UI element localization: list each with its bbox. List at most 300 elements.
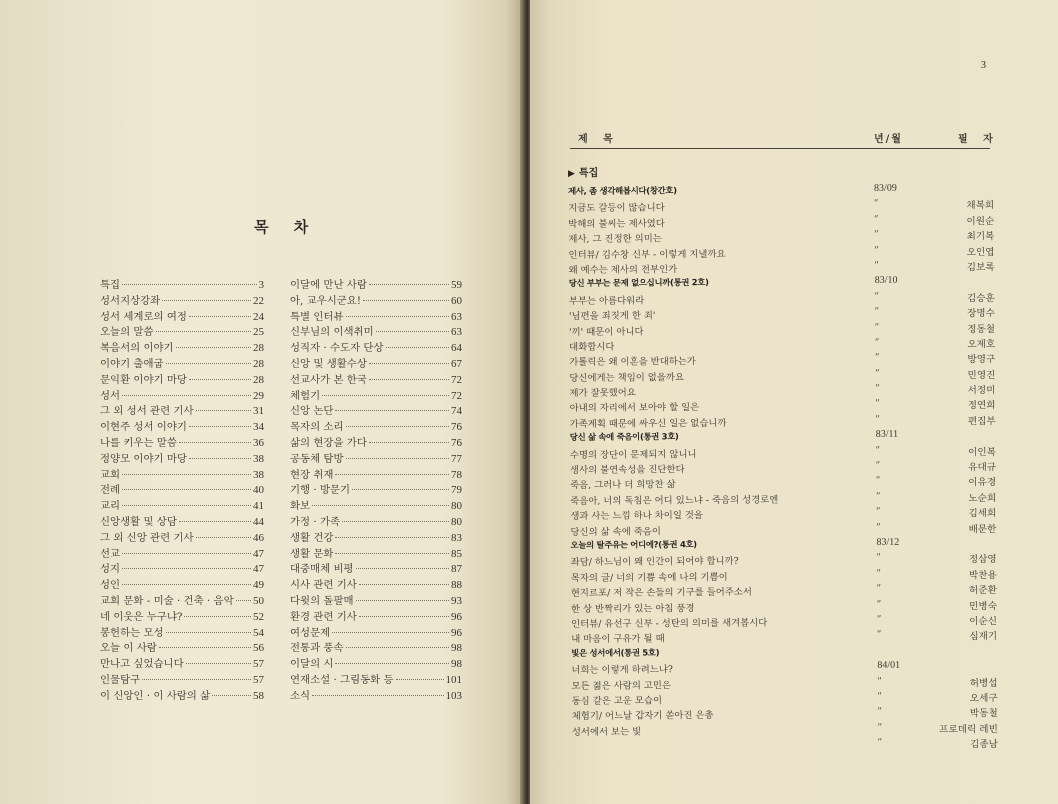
- article-title: 목자의 글/ 너의 기쁨 속에 나의 기쁨이: [570, 571, 728, 584]
- toc-entry: [100, 276, 264, 292]
- article-title: '님편을 죄짓게 한 죄': [568, 310, 656, 323]
- toc-entry: [290, 450, 462, 466]
- article-title: 지금도 갈등이 많습니다: [568, 202, 665, 215]
- dot-leader: [159, 647, 251, 648]
- article-author: 김종남: [970, 739, 998, 751]
- toc-entry-title: 교리: [100, 500, 121, 513]
- toc-entry-title: 봉헌하는 모성: [100, 626, 164, 639]
- article-title: 인터뷰/ 유선구 신부 - 성탄의 의미를 새겨봅시다: [571, 617, 768, 630]
- dot-leader: [335, 410, 449, 411]
- toc-entry-title: 생활 문화: [290, 547, 334, 560]
- toc-entry-title: 여성문제: [290, 626, 331, 639]
- dot-leader: [186, 663, 251, 664]
- toc-entry-page: 88: [451, 579, 462, 592]
- toc-entry-title: 신앙 논단: [290, 405, 334, 418]
- toc-entry-page: 93: [451, 594, 462, 607]
- toc-entry: [100, 355, 264, 371]
- article-title: 모든 젊은 사람의 고민은: [571, 679, 672, 692]
- article-author: 이원순: [966, 215, 995, 227]
- issue-date: ″: [875, 398, 880, 410]
- dot-leader: [176, 347, 251, 348]
- issue-date: ″: [877, 613, 882, 625]
- toc-entry-page: 28: [253, 342, 264, 355]
- toc-entry-title: 화보: [290, 500, 311, 513]
- toc-entry-page: 103: [445, 689, 462, 702]
- toc-entry: [290, 639, 462, 655]
- dot-leader: [346, 426, 450, 427]
- article-author: 이유경: [968, 477, 997, 489]
- toc-entry-page: 47: [253, 547, 264, 560]
- section-heading: [568, 164, 598, 179]
- toc-entry-title: 성인: [100, 579, 121, 592]
- toc-entry-page: 59: [451, 279, 462, 291]
- toc-entry-title: 성서: [100, 389, 121, 402]
- dot-leader: [369, 363, 449, 364]
- toc-entry-page: 57: [253, 673, 264, 686]
- toc-entry-title: 교회: [100, 468, 121, 481]
- toc-entry-title: 그 외 신앙 관련 기사: [100, 531, 194, 544]
- toc-entry-title: 선교: [100, 547, 121, 560]
- header-title: 제 목: [578, 134, 619, 145]
- toc-entry-title: 그 외 성서 관련 기사: [100, 405, 194, 418]
- toc-entry-title: 기행 · 방문기: [290, 484, 351, 497]
- dot-leader: [196, 410, 251, 411]
- toc-entry-title: 신부님의 이색취미: [290, 326, 374, 339]
- issue-date: ″: [875, 352, 880, 364]
- toc-entry: [290, 560, 462, 576]
- toc-entry-title: 목자의 소리: [290, 421, 344, 434]
- triangle-icon: ▶: [568, 169, 575, 179]
- article-title: 한 상 반짝리가 있는 아침 풍경: [570, 602, 695, 615]
- toc-entry-title: 특집: [100, 279, 121, 291]
- header-author: 필 자: [958, 134, 999, 145]
- article-author: 김승훈: [966, 292, 995, 304]
- toc-entry: [290, 655, 462, 671]
- article-title: 제사, 그 진정한 의미는: [568, 233, 662, 246]
- dot-leader: [179, 442, 251, 443]
- dot-leader: [122, 553, 251, 554]
- toc-entry-title: 복음서의 이야기: [100, 342, 174, 355]
- issue-date: ″: [877, 736, 883, 748]
- dot-leader: [189, 379, 251, 380]
- article-title: 죽음, 그러나 더 희망찬 삶: [570, 479, 676, 492]
- toc-entry: [100, 292, 264, 308]
- left-page: [0, 0, 522, 804]
- toc-entry: [290, 308, 462, 324]
- toc-entry-title: 선교사가 본 한국: [290, 373, 367, 386]
- toc-entry-page: 36: [253, 436, 264, 449]
- dot-leader: [166, 632, 251, 633]
- issue-date: ″: [874, 213, 879, 225]
- article-author: 심재기: [969, 631, 998, 643]
- section-label: 특집: [578, 168, 599, 179]
- toc-entry: [290, 387, 462, 403]
- dot-leader: [122, 505, 251, 506]
- toc-entry: [100, 529, 264, 545]
- article-author: 최기복: [966, 231, 995, 243]
- toc-entry: [290, 608, 462, 624]
- issue-date: ″: [876, 521, 881, 533]
- issue-date: ″: [876, 598, 882, 610]
- dot-leader: [335, 474, 449, 475]
- toc-entry-title: 정양모 이야기 마당: [100, 452, 187, 465]
- dot-leader: [322, 395, 449, 396]
- toc-entry-page: 72: [451, 373, 462, 386]
- toc-entry-title: 이현주 성서 이야기: [100, 421, 187, 434]
- dot-leader: [396, 679, 444, 680]
- toc-entry: [290, 276, 462, 292]
- toc-entry: [290, 418, 462, 434]
- toc-entry-title: 성서 세계로의 여정: [100, 310, 187, 323]
- article-title: 생사의 불연속성을 진단한다: [569, 464, 685, 477]
- article-title: 왜 예수는 제사의 전부인가: [568, 264, 678, 276]
- toc-entry-page: 54: [253, 626, 264, 639]
- article-author: 오제호: [967, 338, 996, 351]
- toc-entry-page: 96: [451, 610, 462, 623]
- toc-entry-page: 96: [451, 626, 462, 639]
- article-title: 부부는 아름다워라: [568, 295, 645, 307]
- toc-entry: [290, 292, 462, 308]
- toc-entry: [290, 687, 462, 703]
- article-author: 허병섭: [969, 677, 998, 689]
- issue-date: ″: [877, 721, 883, 733]
- issue-date: ″: [875, 444, 881, 456]
- toc-entry-page: 25: [253, 326, 264, 339]
- issue-date: ″: [874, 228, 879, 241]
- dot-leader: [196, 537, 251, 538]
- article-author: 프로데릭 레빈: [939, 723, 998, 736]
- article-title: 인터뷰/ 김수창 신부 - 이렇게 지낼까요: [568, 248, 726, 261]
- toc-entry-title: 환경 관련 기사: [290, 610, 357, 623]
- toc-entry-page: 77: [451, 452, 462, 465]
- dot-leader: [335, 553, 449, 554]
- article-author: 김보록: [966, 261, 995, 274]
- page-number: 3: [981, 60, 986, 71]
- toc-entry-page: 76: [451, 436, 462, 449]
- issue-date: ″: [877, 690, 882, 702]
- article-list: [566, 181, 998, 753]
- article-title: 내 마음이 구유가 될 때: [571, 633, 665, 646]
- toc-entry-page: 56: [253, 642, 264, 655]
- toc-entry: [100, 671, 264, 687]
- issue-date: ″: [876, 475, 881, 487]
- toc-entry-title: 만나고 싶었습니다: [100, 658, 184, 671]
- toc-entry: [100, 371, 264, 387]
- dot-leader: [236, 600, 251, 601]
- toc-entry-title: 오늘 이 사람: [100, 642, 157, 655]
- toc-entry-page: 49: [253, 579, 264, 592]
- toc-entry: [100, 560, 264, 576]
- toc-entry-title: 오늘의 말씀: [100, 326, 154, 339]
- dot-leader: [122, 568, 251, 569]
- toc-entry-page: 98: [451, 642, 462, 655]
- issue-date: 84/01: [877, 659, 901, 671]
- toc-entry-page: 29: [253, 389, 264, 402]
- header-divider: [570, 148, 990, 149]
- toc-entry-page: 79: [451, 484, 462, 497]
- article-author: 오세구: [969, 692, 998, 705]
- article-title: 생과 사는 느낌 하나 차이일 것을: [570, 510, 703, 523]
- toc-entry-page: 85: [451, 547, 462, 560]
- toc-entry: [100, 339, 264, 355]
- toc-entry-page: 67: [451, 357, 462, 370]
- article-author: 서정미: [967, 385, 996, 397]
- toc-entry-page: 57: [253, 658, 264, 671]
- article-title: 대화합시다: [569, 341, 615, 353]
- dot-leader: [122, 474, 251, 475]
- article-title: 좌담/ 하느님이 왜 인간이 되어야 합니까?: [570, 556, 739, 569]
- issue-date: ″: [876, 582, 882, 594]
- toc-entry-page: 52: [253, 610, 264, 623]
- dot-leader: [369, 442, 449, 443]
- toc-entry-page: 87: [451, 563, 462, 576]
- article-author: 박동철: [969, 708, 998, 720]
- toc-entry-title: 문익환 이야기 마당: [100, 373, 187, 386]
- article-title: 박해의 불씨는 제사였다: [568, 218, 665, 230]
- dot-leader: [346, 458, 450, 459]
- toc-entry-title: 신앙생활 및 상담: [100, 515, 177, 528]
- article-author: 민병숙: [969, 600, 997, 612]
- issue-date: ″: [875, 413, 880, 425]
- dot-leader: [142, 679, 251, 680]
- toc-entry-page: 24: [253, 310, 264, 323]
- toc-entry-page: 78: [451, 468, 462, 481]
- toc-entry-title: 다윗의 돌팔매: [290, 594, 354, 607]
- dot-leader: [356, 600, 449, 601]
- issue-date: 83/10: [874, 275, 898, 287]
- issue-date: ″: [876, 567, 881, 579]
- toc-entry-title: 교회 문화 - 미술 · 건축 · 음악: [100, 594, 234, 607]
- toc-entry-page: 76: [451, 421, 462, 434]
- toc-entry-title: 생활 건강: [290, 531, 334, 544]
- issue-date: ″: [875, 367, 880, 379]
- article-author: 이인복: [968, 446, 996, 458]
- toc-entry: [290, 529, 462, 545]
- dot-leader: [346, 316, 450, 317]
- toc-entry: [290, 466, 462, 482]
- article-title: 당신 부부는 문제 없으십니까(통권 2호): [568, 277, 709, 289]
- toc-entry: [100, 687, 264, 703]
- dot-leader: [363, 300, 449, 301]
- dot-leader: [332, 632, 449, 633]
- toc-entry: [290, 624, 462, 640]
- article-author: 민영진: [967, 369, 996, 381]
- issue-date: ″: [876, 552, 881, 564]
- article-author: 정연희: [967, 400, 996, 412]
- toc-entry-page: 98: [451, 658, 462, 671]
- right-page: [530, 0, 1058, 804]
- dot-leader: [156, 331, 252, 332]
- toc-entry: [290, 497, 462, 513]
- issue-date: ″: [874, 321, 880, 333]
- toc-entry-title: 성직자 · 수도자 단상: [290, 342, 384, 355]
- dot-leader: [189, 426, 251, 427]
- toc-entry-page: 34: [253, 421, 264, 434]
- dot-leader: [189, 316, 251, 317]
- toc-entry-page: 40: [253, 484, 264, 497]
- toc-entry: [290, 576, 462, 592]
- toc-entry: [100, 608, 264, 624]
- issue-date: 83/11: [875, 428, 899, 441]
- header-date: 년/월: [874, 134, 903, 145]
- article-title: 당신에게는 책임이 없을까요: [569, 371, 685, 384]
- article-author: 허준환: [968, 585, 997, 597]
- toc-entry: [100, 418, 264, 434]
- toc-entry: [100, 545, 264, 561]
- toc-entry: [290, 671, 462, 687]
- issue-date: ″: [875, 459, 881, 471]
- dot-leader: [312, 695, 443, 696]
- article-title: 체험기/ 어느날 갑자기 쏟아진 은총: [571, 710, 714, 723]
- article-title: 제가 잘못했어요: [569, 387, 636, 400]
- dot-leader: [122, 584, 251, 585]
- article-title: 동심 같은 고운 모습이: [571, 695, 663, 707]
- toc-entry-page: 101: [445, 673, 462, 686]
- dot-leader: [369, 284, 449, 285]
- article-title: 당신 삶 속에 죽음이(통권 3호): [569, 431, 679, 443]
- issue-date: ″: [874, 259, 879, 271]
- dot-leader: [359, 584, 449, 585]
- toc-entry-page: 31: [253, 405, 264, 418]
- issue-date: ″: [875, 382, 880, 394]
- issue-date: ″: [877, 675, 882, 687]
- article-title: 당신의 삶 속에 죽음이: [570, 525, 661, 538]
- toc-entry: [100, 592, 264, 608]
- dot-leader: [335, 663, 449, 664]
- dot-leader: [179, 521, 251, 522]
- toc-entry-page: 50: [253, 594, 264, 607]
- article-author: 김세희: [968, 508, 997, 520]
- dot-leader: [312, 505, 449, 506]
- dot-leader: [212, 695, 251, 696]
- dot-leader: [162, 300, 251, 301]
- toc-entry: [290, 323, 462, 339]
- toc-entry-title: 연재소설 · 그림동화 등: [290, 673, 394, 686]
- article-title: 현지르포/ 저 작은 손들의 기구를 들어주소서: [570, 586, 752, 600]
- toc-entry-page: 83: [451, 531, 462, 544]
- toc-entry-title: 대중매체 비평: [290, 563, 354, 576]
- toc-entry-page: 46: [253, 531, 264, 544]
- dot-leader: [376, 331, 449, 332]
- toc-entry: [290, 434, 462, 450]
- article-author: 편집부: [967, 415, 996, 428]
- toc-entry-page: 64: [451, 342, 462, 355]
- dot-leader: [166, 363, 251, 364]
- toc-entry-page: 80: [451, 500, 462, 513]
- article-author: 노순희: [968, 492, 997, 505]
- article-title: 가족계획 때문에 싸우신 일은 없습니까: [569, 417, 727, 430]
- toc-entry: [290, 371, 462, 387]
- toc-entry: [100, 655, 264, 671]
- article-author: 채복희: [966, 200, 995, 212]
- toc-entry-title: 성지: [100, 563, 121, 576]
- toc-entry: [290, 481, 462, 497]
- article-author: 배문한: [968, 523, 997, 535]
- toc-entry: [100, 450, 264, 466]
- dot-leader: [356, 568, 449, 569]
- dot-leader: [352, 489, 449, 490]
- toc-entry-title: 시사 관련 기사: [290, 579, 357, 592]
- toc-entry: [100, 387, 264, 403]
- issue-date: ″: [874, 244, 879, 256]
- toc-entry-title: 전례: [100, 484, 121, 497]
- toc-entry-page: 44: [253, 515, 264, 528]
- dot-leader: [122, 395, 251, 396]
- toc-entry-page: 63: [451, 326, 462, 339]
- dot-leader: [369, 379, 449, 380]
- dot-leader: [189, 458, 251, 459]
- toc-entry-page: 22: [253, 294, 264, 307]
- toc-entry-title: 이 신앙인 · 이 사람의 삶: [100, 689, 211, 702]
- article-author: 장명수: [967, 308, 995, 320]
- toc-entry: [100, 481, 264, 497]
- issue-date: 83/09: [873, 182, 897, 194]
- article-title: 빛은 성서에서(통권 5호): [571, 647, 660, 658]
- toc-entry-title: 인물탐구: [100, 673, 141, 686]
- issue-date: ″: [874, 198, 879, 210]
- toc-entry: [100, 402, 264, 418]
- toc-title: 목 차: [254, 218, 319, 236]
- toc-entry-title: 공동체 탐방: [290, 452, 344, 465]
- dot-leader: [122, 284, 256, 285]
- issue-date: ″: [876, 490, 881, 502]
- toc-entry: [290, 339, 462, 355]
- article-title: '끼' 때문이 아니다: [568, 325, 644, 338]
- article-author: 방영구: [967, 354, 996, 366]
- toc-entry: [290, 355, 462, 371]
- toc-entry-title: 아, 교우시군요!: [290, 294, 362, 307]
- toc-entry-title: 가정 · 가족: [290, 515, 341, 528]
- article-author: 유대규: [968, 462, 997, 474]
- toc-entry-page: 74: [451, 405, 462, 418]
- article-title: 오늘의 탈주유는 어디에?(통권 4호): [570, 539, 697, 550]
- toc-entry: [290, 402, 462, 418]
- toc-entry: [100, 497, 264, 513]
- toc-entry-title: 특별 인터뷰: [290, 310, 344, 323]
- issue-date: ″: [876, 506, 881, 518]
- issue-date: ″: [874, 290, 880, 302]
- article-title: 성서에서 보는 빛: [571, 726, 642, 738]
- toc-entry-title: 신앙 및 생활수상: [290, 357, 367, 370]
- toc-entry-title: 이야기 출애굽: [100, 357, 164, 370]
- toc-entry-title: 체험기: [290, 389, 321, 402]
- dot-leader: [122, 489, 251, 490]
- dot-leader: [184, 616, 251, 617]
- toc-entry-title: 성서지상강좌: [100, 294, 161, 307]
- toc-entry: [100, 513, 264, 529]
- article-author: 오인엽: [966, 246, 995, 258]
- toc-entry-title: 삶의 현장을 가다: [290, 436, 367, 449]
- article-title: 죽음아, 너의 독침은 어디 있느냐 - 죽음의 성경로엔: [570, 494, 779, 507]
- toc-entry-page: 80: [451, 515, 462, 528]
- issue-date: ″: [875, 336, 880, 348]
- toc-entry-page: 41: [253, 500, 264, 513]
- toc-entry: [100, 466, 264, 482]
- article-row: [570, 735, 998, 753]
- article-title: 아내의 자리에서 보아야 할 일은: [569, 402, 700, 415]
- toc-entry-title: 이달에 만난 사람: [290, 279, 367, 291]
- article-title: 제사, 좀 생각해봅시다(창간호): [568, 185, 677, 196]
- issue-date: ″: [877, 706, 882, 718]
- dot-leader: [335, 537, 449, 538]
- toc-entry-title: 나를 키우는 말씀: [100, 436, 177, 449]
- toc-entry: [100, 624, 264, 640]
- toc-entry-page: 3: [258, 279, 264, 291]
- toc-entry-title: 네 이웃은 누구냐?: [100, 610, 183, 623]
- toc-entry-page: 63: [451, 310, 462, 323]
- dot-leader: [386, 347, 449, 348]
- toc-entry: [100, 576, 264, 592]
